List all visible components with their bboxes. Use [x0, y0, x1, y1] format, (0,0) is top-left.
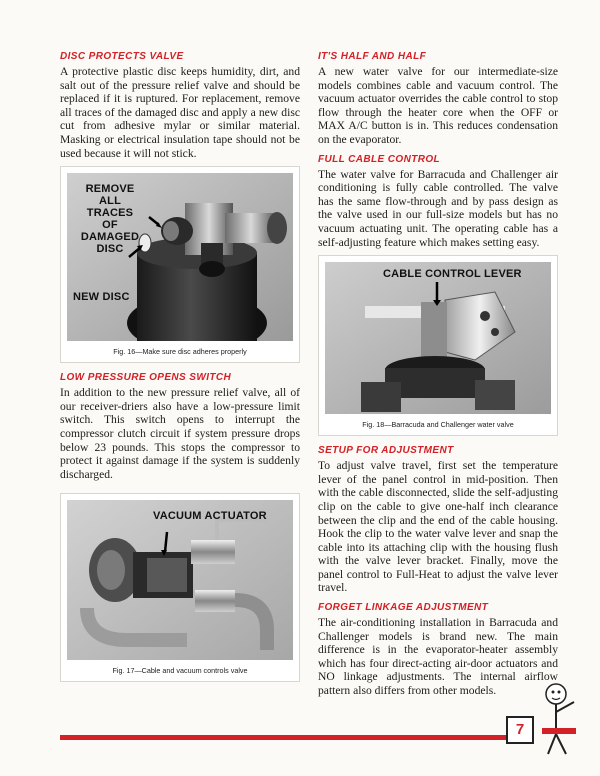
- figure-16-photo: [67, 173, 293, 341]
- page-number: 7: [506, 716, 534, 744]
- paragraph-low-pressure-opens-switch: In addition to the new pressure relief valve, all of our receiver-driers also have a low-pressure limit switch. This switch opens to interrupt the compressor clutch circuit if system pressure drops below 23 pounds. This stops the compressor to protect it against damage if the system is suddenly discharged.: [60, 386, 300, 481]
- heading-forget-linkage-adjustment: FORGET LINKAGE ADJUSTMENT: [318, 602, 489, 614]
- figure-16: [60, 166, 300, 363]
- figure-18-callout-cable-control-lever: CABLE CONTROL LEVER: [383, 268, 522, 281]
- figure-18: [318, 255, 558, 436]
- left-column: [60, 50, 300, 690]
- figure-16-callout-remove-disc: REMOVE ALL TRACES OF DAMAGED DISC: [80, 183, 140, 256]
- figure-16-caption: Fig. 16—Make sure disc adheres properly: [113, 347, 247, 357]
- paragraph-forget-linkage-adjustment: The air-conditioning installation in Barracuda and Challenger models is brand new. The main difference is in the evaporator-heater assembly which has four direct-acting air-door actuators and NO linkage adjustments. The internal airflow pattern also differs from other models.: [318, 616, 558, 698]
- figure-18-caption: Fig. 18—Barracuda and Challenger water valve: [362, 420, 514, 430]
- figure-17-caption: Fig. 17—Cable and vacuum controls valve: [112, 666, 248, 676]
- figure-16-callout-new-disc: NEW DISC: [73, 291, 130, 304]
- figure-17: [60, 493, 300, 682]
- paragraph-its-half-and-half: A new water valve for our intermediate-size models combines cable and vacuum control. The vacuum actuator overrides the cable control to stop flow through the heater core when the OFF or MAX A/C button is in. This reduces condensation on the evaporator.: [318, 65, 558, 146]
- paragraph-disc-protects-valve: A protective plastic disc keeps humidity, dirt, and salt out of the pressure relief valve and should be replaced if it is ruptured. For replacement, remove all traces of the damaged disc and apply a new disc cut from adhesive mylar or similar material. Masking or electrical insulation tape should not be used because it will not stick.: [60, 65, 300, 160]
- right-column: [318, 50, 558, 704]
- figure-18-photo: [325, 262, 551, 414]
- paragraph-setup-for-adjustment: To adjust valve travel, first set the temperature lever of the panel control in mid-position. Then with the cable disconnected, slide the self-adjusting clip on the cable to give one-half inch clearance between the clip and the end of the cable housing. Hook the clip to the water valve lever and snap the cable into its attaching clip with the housing flush with the valve lever bracket. Finally, move the panel control to Full-Heat to adjust the valve lever travel.: [318, 459, 558, 595]
- heading-low-pressure-opens-switch: LOW PRESSURE OPENS SWITCH: [60, 372, 232, 384]
- figure-17-photo: [67, 500, 293, 660]
- figure-17-callout-vacuum-actuator: VACUUM ACTUATOR: [153, 510, 267, 523]
- heading-its-half-and-half: IT'S HALF AND HALF: [318, 51, 427, 62]
- heading-full-cable-control: FULL CABLE CONTROL: [318, 153, 441, 165]
- footer-rule: [60, 735, 512, 740]
- heading-setup-for-adjustment: SETUP FOR ADJUSTMENT: [318, 445, 454, 457]
- heading-disc-protects-valve: DISC PROTECTS VALVE: [60, 51, 184, 62]
- paragraph-full-cable-control: The water valve for Barracuda and Challenger air conditioning is fully cable controlled. The valve has the same flow-through and by pass design as the valve used in our full-size models but has no vacuum actuating unit. The operating cable has a self-adjusting feature which makes setting easy.: [318, 167, 558, 249]
